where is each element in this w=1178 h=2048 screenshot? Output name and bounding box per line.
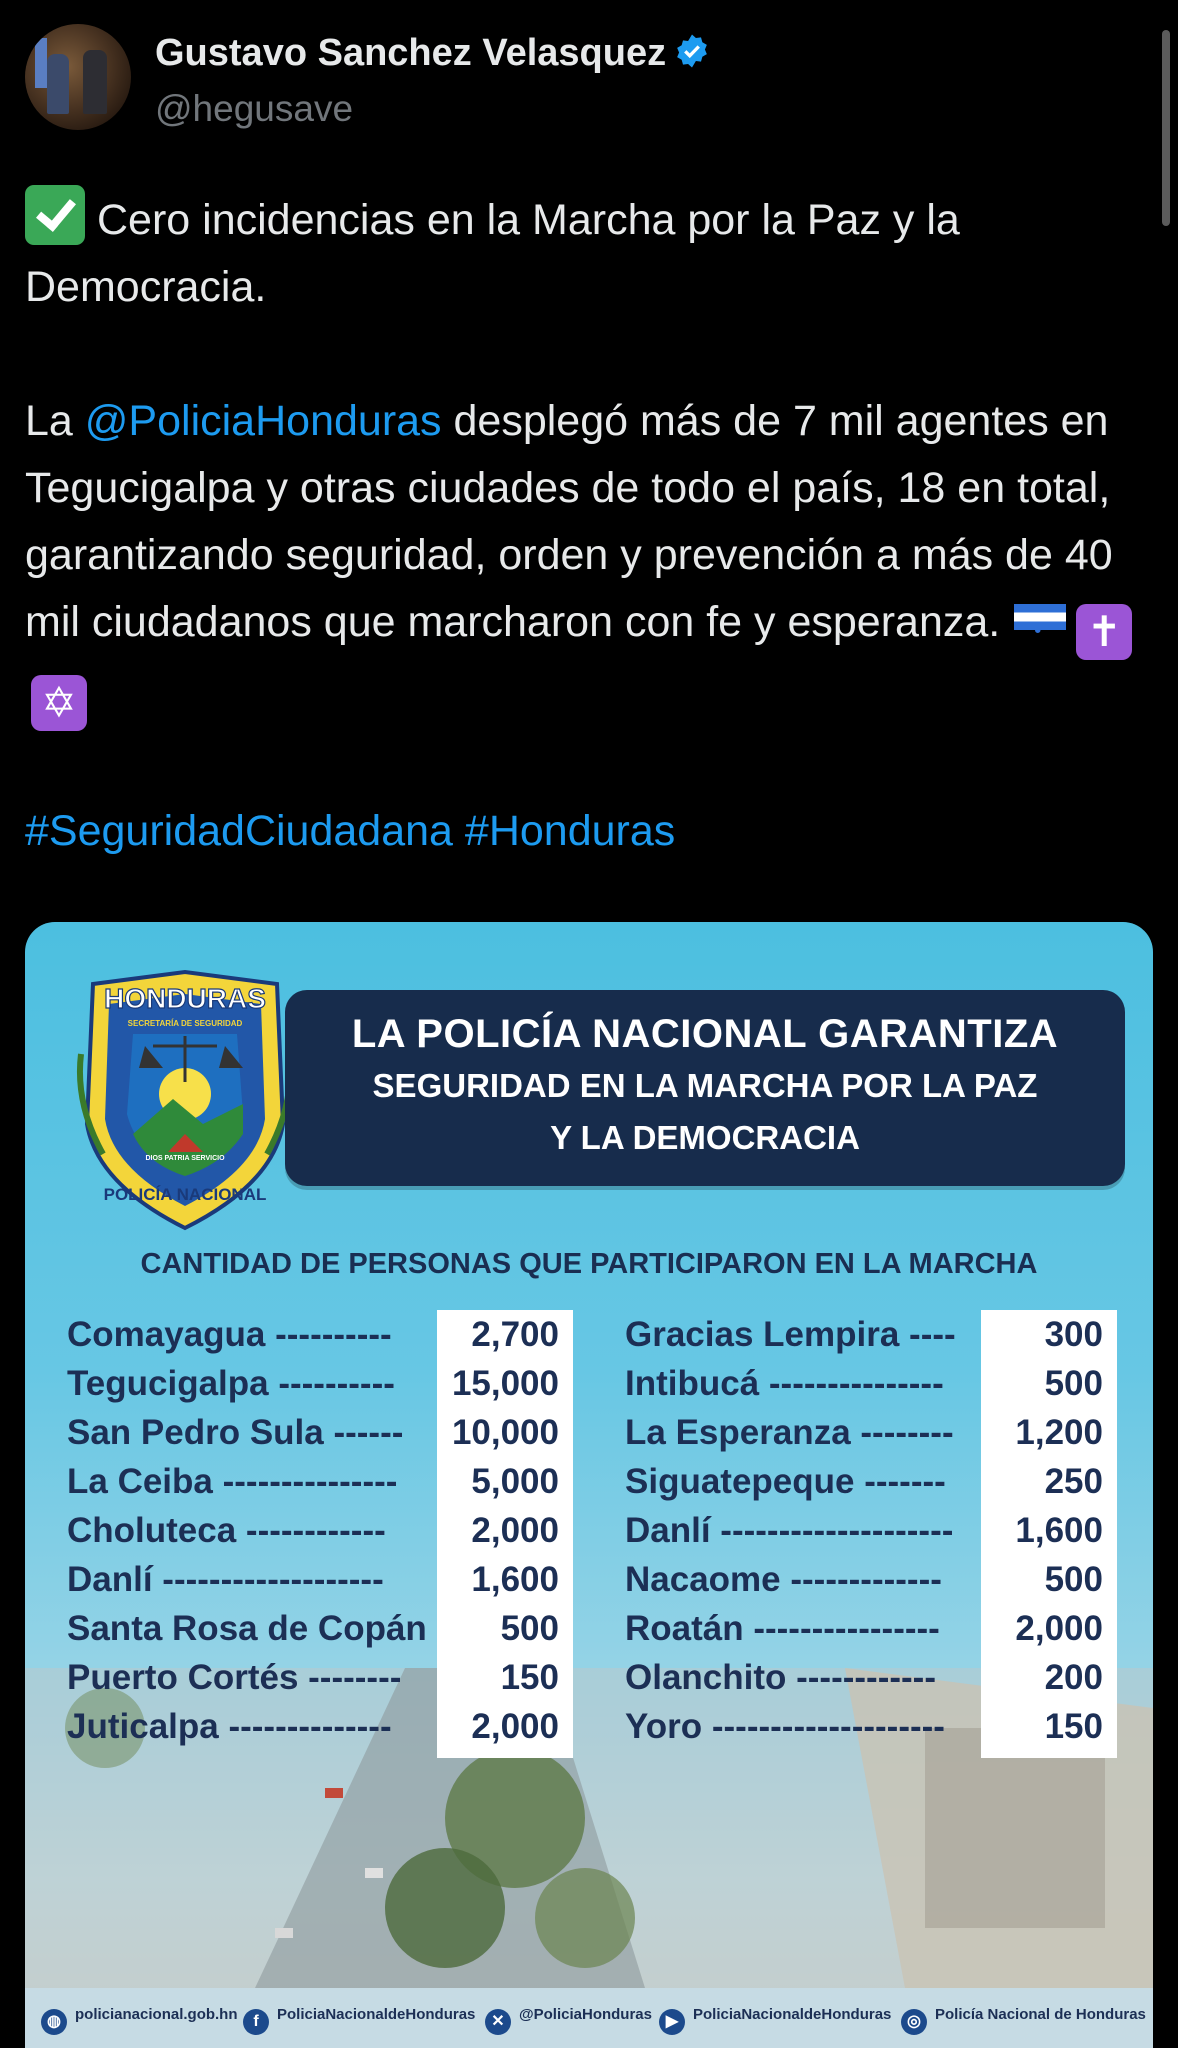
city-row (67, 1604, 427, 1653)
city-name: Yoro -------------------- (625, 1707, 945, 1746)
city-row (67, 1555, 384, 1604)
city-name: Danlí -------------------- (625, 1511, 954, 1550)
city-row (625, 1604, 995, 1653)
facebook-icon: f (243, 2009, 269, 2035)
city-name: Olanchito ------------ (625, 1658, 936, 1697)
participant-count: 200 (1044, 1658, 1103, 1697)
city-name: Juticalpa -------------- (67, 1707, 392, 1746)
author-name-row[interactable] (155, 32, 710, 75)
author-handle[interactable]: @hegusave (155, 88, 354, 129)
city-row (67, 1359, 395, 1408)
city-name: Puerto Cortés -------- (67, 1658, 402, 1697)
participant-count: 1,600 (1015, 1511, 1103, 1550)
attached-image[interactable] (25, 922, 1153, 2048)
city-name: Nacaome ------------- (625, 1560, 942, 1599)
tweet-para2-rest: desplegó más de 7 mil agentes en Tegucigalpa y otras ciudades de todo el país, 18 en total, garantizando seguridad, orden y prevención a más de 40 mil ciudadanos que marcharon con fe y esperanza. (25, 397, 1113, 646)
scrollbar[interactable] (1162, 30, 1170, 226)
verified-badge-icon (674, 33, 710, 69)
footer-text: @PoliciaHonduras (519, 2006, 652, 2023)
city-name: Intibucá --------------- (625, 1364, 944, 1403)
x-icon: ✕ (485, 2009, 511, 2035)
participant-count: 1,600 (471, 1560, 559, 1599)
badge-top-text: HONDURAS (104, 983, 266, 1014)
city-name: Roatán ---------------- (625, 1609, 940, 1648)
police-badge-logo (73, 964, 297, 1232)
left-city-column (67, 1310, 427, 1751)
city-name: La Ceiba --------------- (67, 1462, 398, 1501)
check-mark-emoji-icon (25, 185, 85, 245)
footer-item-x (485, 2006, 652, 2035)
city-row (67, 1506, 386, 1555)
banner-line1: LA POLICÍA NACIONAL GARANTIZA (351, 1012, 1059, 1056)
participant-count: 500 (500, 1609, 559, 1648)
tweet-paragraph-2 (25, 388, 1155, 731)
footer-item-web (41, 2006, 238, 2035)
badge-motto-text: DIOS PATRIA SERVICIO (145, 1155, 225, 1162)
participants-subtitle: CANTIDAD DE PERSONAS QUE PARTICIPARON EN LA MARCHA (140, 1248, 1038, 1280)
tweet-text (25, 185, 1155, 865)
city-name: Siguatepeque ------- (625, 1462, 946, 1501)
participant-count: 2,000 (471, 1707, 559, 1746)
banner-line3: Y LA DEMOCRACIA (550, 1119, 860, 1156)
left-values-box (437, 1310, 573, 1758)
tweet-para2-prefix: La (25, 397, 85, 445)
participant-count: 300 (1044, 1315, 1103, 1354)
city-row (625, 1702, 995, 1751)
hashtag-seguridadciudadana[interactable]: #SeguridadCiudadana (25, 807, 453, 855)
social-footer (25, 1988, 1153, 2048)
badge-bottom-text: POLICÍA NACIONAL (103, 1185, 267, 1204)
badge-ring-text: SECRETARÍA DE SEGURIDAD (127, 1019, 243, 1028)
city-name: Comayagua ---------- (67, 1315, 392, 1354)
city-row (625, 1506, 995, 1555)
city-name: Tegucigalpa ---------- (67, 1364, 395, 1403)
youtube-icon: ▶ (659, 2009, 685, 2035)
instagram-icon: ◎ (901, 2009, 927, 2035)
city-name: San Pedro Sula ------ (67, 1413, 404, 1452)
participant-count: 150 (1044, 1707, 1103, 1746)
city-name: Santa Rosa de Copán (67, 1609, 427, 1648)
footer-text: PoliciaNacionaldeHonduras (277, 2006, 476, 2023)
city-name: Danlí ------------------- (67, 1560, 384, 1599)
tweet-hashtags (25, 798, 1155, 865)
tweet-header (25, 18, 1145, 128)
footer-item-instagram (901, 2006, 1146, 2035)
tweet-paragraph-1 (25, 185, 1155, 321)
participant-count: 10,000 (451, 1413, 559, 1452)
city-name: Gracias Lempira ---- (625, 1315, 956, 1354)
globe-icon: ◍ (41, 2009, 67, 2035)
city-row (625, 1555, 995, 1604)
participant-count: 150 (500, 1658, 559, 1697)
honduras-flag-emoji-icon (1014, 604, 1066, 630)
city-row (625, 1457, 995, 1506)
hashtag-honduras[interactable]: #Honduras (464, 807, 676, 855)
footer-item-facebook (243, 2006, 475, 2035)
right-values-box (981, 1310, 1117, 1758)
participant-count: 500 (1044, 1560, 1103, 1599)
star-of-david-emoji-icon: ✡ (31, 675, 87, 731)
participant-count: 500 (1044, 1364, 1103, 1403)
city-row (67, 1653, 402, 1702)
participant-count: 1,200 (1015, 1413, 1103, 1452)
city-name: Choluteca ------------ (67, 1511, 386, 1550)
footer-text: policianacional.gob.hn (75, 2006, 238, 2023)
city-row (67, 1408, 404, 1457)
participant-count: 2,000 (1015, 1609, 1103, 1648)
participant-count: 2,700 (471, 1315, 559, 1354)
latin-cross-emoji-icon: ✝ (1076, 604, 1132, 660)
author-name[interactable]: Gustavo Sanchez Velasquez (155, 32, 667, 74)
footer-text: Policía Nacional de Honduras (935, 2006, 1146, 2023)
city-row (67, 1310, 392, 1359)
participant-count: 5,000 (471, 1462, 559, 1501)
mention-link[interactable]: @PoliciaHonduras (84, 397, 442, 445)
footer-text: PoliciaNacionaldeHonduras (693, 2006, 892, 2023)
banner-line2: SEGURIDAD EN LA MARCHA POR LA PAZ (372, 1067, 1038, 1104)
avatar[interactable] (25, 24, 131, 130)
headline-banner (285, 990, 1125, 1186)
participant-count: 250 (1044, 1462, 1103, 1501)
participant-count: 15,000 (451, 1364, 559, 1403)
city-row (67, 1457, 398, 1506)
footer-item-youtube (659, 2006, 891, 2035)
tweet-line1: Cero incidencias en la Marcha por la Paz y la Democracia. (25, 196, 960, 311)
city-row (625, 1310, 995, 1359)
city-row (625, 1653, 995, 1702)
city-name: La Esperanza -------- (625, 1413, 954, 1452)
city-row (625, 1408, 995, 1457)
city-row (67, 1702, 392, 1751)
city-row (625, 1359, 995, 1408)
right-city-column (625, 1310, 995, 1751)
participant-count: 2,000 (471, 1511, 559, 1550)
